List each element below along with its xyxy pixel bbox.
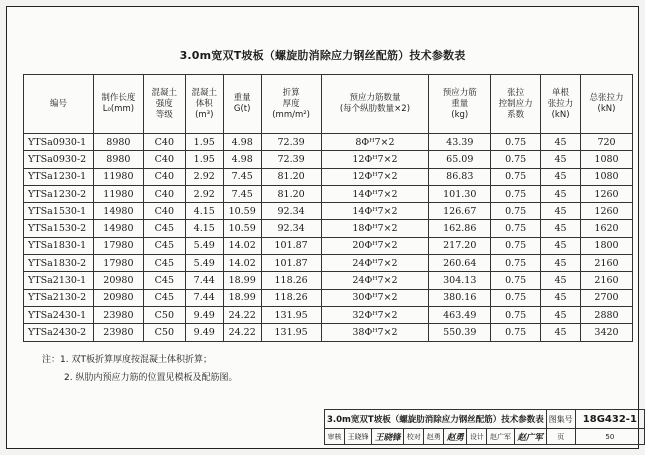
cell-wt: 10.59 bbox=[223, 203, 261, 220]
cell-single: 45 bbox=[541, 203, 581, 220]
cell-grade: C45 bbox=[143, 272, 185, 289]
cell-len: 23980 bbox=[93, 324, 143, 341]
cell-coef: 0.75 bbox=[491, 220, 541, 237]
cell-coef: 0.75 bbox=[491, 255, 541, 272]
cell-grade: C45 bbox=[143, 237, 185, 254]
cell-tendon: 24Φᴴ7×2 bbox=[321, 255, 429, 272]
cell-grade: C40 bbox=[143, 134, 185, 151]
column-header: 张拉 控制应力 系数 bbox=[491, 75, 541, 134]
cell-coef: 0.75 bbox=[491, 134, 541, 151]
cell-tw: 304.13 bbox=[429, 272, 491, 289]
cell-thk: 72.39 bbox=[261, 151, 321, 168]
cell-single: 45 bbox=[541, 324, 581, 341]
cell-tw: 101.30 bbox=[429, 185, 491, 202]
cell-total: 2700 bbox=[581, 289, 633, 306]
cell-coef: 0.75 bbox=[491, 324, 541, 341]
cell-vol: 9.49 bbox=[185, 306, 223, 323]
cell-thk: 101.87 bbox=[261, 255, 321, 272]
atlas-number: 18G432-1 bbox=[575, 410, 644, 429]
cell-tw: 43.39 bbox=[429, 134, 491, 151]
cell-tendon: 30Φᴴ7×2 bbox=[321, 289, 429, 306]
cell-thk: 92.34 bbox=[261, 220, 321, 237]
cell-len: 11980 bbox=[93, 185, 143, 202]
cell-wt: 18.99 bbox=[223, 289, 261, 306]
column-header: 制作长度 L₀(mm) bbox=[93, 75, 143, 134]
column-header: 编号 bbox=[24, 75, 94, 134]
cell-total: 2880 bbox=[581, 306, 633, 323]
cell-total: 1260 bbox=[581, 185, 633, 202]
cell-thk: 81.20 bbox=[261, 185, 321, 202]
table-row bbox=[24, 289, 633, 306]
cell-grade: C40 bbox=[143, 185, 185, 202]
cell-tendon: 14Φᴴ7×2 bbox=[321, 203, 429, 220]
cell-tw: 380.16 bbox=[429, 289, 491, 306]
cell-tendon: 8Φᴴ7×2 bbox=[321, 134, 429, 151]
column-header: 单根 张拉力 (kN) bbox=[541, 75, 581, 134]
cell-total: 1620 bbox=[581, 220, 633, 237]
table-row bbox=[24, 168, 633, 185]
page-number: 50 bbox=[575, 429, 644, 445]
table-row bbox=[24, 134, 633, 151]
cell-tw: 65.09 bbox=[429, 151, 491, 168]
table-row bbox=[24, 185, 633, 202]
cell-vol: 7.44 bbox=[185, 272, 223, 289]
cell-total: 1800 bbox=[581, 237, 633, 254]
cell-tendon: 18Φᴴ7×2 bbox=[321, 220, 429, 237]
cell-len: 8980 bbox=[93, 134, 143, 151]
column-header: 总张拉力 (kN) bbox=[581, 75, 633, 134]
cell-tw: 463.49 bbox=[429, 306, 491, 323]
cell-tendon: 24Φᴴ7×2 bbox=[321, 272, 429, 289]
cell-coef: 0.75 bbox=[491, 203, 541, 220]
cell-id: YTSa1830-1 bbox=[24, 237, 94, 254]
column-header: 预应力筋数量 (每个纵肋数量×2) bbox=[321, 75, 429, 134]
cell-coef: 0.75 bbox=[491, 168, 541, 185]
cell-wt: 7.45 bbox=[223, 185, 261, 202]
cell-id: YTSa1530-2 bbox=[24, 220, 94, 237]
page-label: 页 bbox=[546, 429, 575, 445]
cell-tw: 260.64 bbox=[429, 255, 491, 272]
table-row bbox=[24, 306, 633, 323]
cell-wt: 4.98 bbox=[223, 151, 261, 168]
table-row bbox=[24, 237, 633, 254]
cell-wt: 14.02 bbox=[223, 255, 261, 272]
cell-tendon: 12Φᴴ7×2 bbox=[321, 168, 429, 185]
cell-id: YTSa2130-1 bbox=[24, 272, 94, 289]
cell-wt: 24.22 bbox=[223, 324, 261, 341]
cell-single: 45 bbox=[541, 237, 581, 254]
cell-single: 45 bbox=[541, 306, 581, 323]
cell-single: 45 bbox=[541, 272, 581, 289]
table-row bbox=[24, 203, 633, 220]
cell-coef: 0.75 bbox=[491, 306, 541, 323]
cell-wt: 4.98 bbox=[223, 134, 261, 151]
cell-grade: C45 bbox=[143, 289, 185, 306]
cell-total: 1260 bbox=[581, 203, 633, 220]
checker-signature: 赵勇 bbox=[444, 429, 467, 445]
cell-coef: 0.75 bbox=[491, 185, 541, 202]
cell-thk: 118.26 bbox=[261, 289, 321, 306]
table-header-row bbox=[24, 75, 633, 134]
cell-wt: 14.02 bbox=[223, 237, 261, 254]
cell-id: YTSa2130-2 bbox=[24, 289, 94, 306]
cell-tw: 126.67 bbox=[429, 203, 491, 220]
cell-grade: C45 bbox=[143, 255, 185, 272]
cell-vol: 1.95 bbox=[185, 151, 223, 168]
table-body bbox=[24, 134, 633, 342]
cell-coef: 0.75 bbox=[491, 289, 541, 306]
cell-wt: 18.99 bbox=[223, 272, 261, 289]
cell-id: YTSa2430-2 bbox=[24, 324, 94, 341]
title-block-title: 3.0m宽双T坡板（螺旋肋消除应力钢丝配筋）技术参数表 bbox=[325, 410, 547, 429]
cell-thk: 72.39 bbox=[261, 134, 321, 151]
cell-single: 45 bbox=[541, 289, 581, 306]
cell-vol: 5.49 bbox=[185, 237, 223, 254]
cell-vol: 5.49 bbox=[185, 255, 223, 272]
checker-name: 赵勇 bbox=[424, 429, 444, 445]
column-header: 预应力筋 重量 (kg) bbox=[429, 75, 491, 134]
cell-id: YTSa2430-1 bbox=[24, 306, 94, 323]
cell-thk: 92.34 bbox=[261, 203, 321, 220]
table-row bbox=[24, 255, 633, 272]
parameter-table bbox=[23, 74, 633, 342]
table-row bbox=[24, 220, 633, 237]
cell-single: 45 bbox=[541, 185, 581, 202]
cell-tendon: 20Φᴴ7×2 bbox=[321, 237, 429, 254]
cell-vol: 1.95 bbox=[185, 134, 223, 151]
cell-single: 45 bbox=[541, 168, 581, 185]
cell-len: 23980 bbox=[93, 306, 143, 323]
cell-thk: 118.26 bbox=[261, 272, 321, 289]
cell-grade: C40 bbox=[143, 203, 185, 220]
cell-wt: 24.22 bbox=[223, 306, 261, 323]
cell-tw: 86.83 bbox=[429, 168, 491, 185]
cell-thk: 101.87 bbox=[261, 237, 321, 254]
cell-len: 11980 bbox=[93, 168, 143, 185]
cell-coef: 0.75 bbox=[491, 237, 541, 254]
cell-single: 45 bbox=[541, 134, 581, 151]
note-2: 2. 纵肋内预应力筋的位置见模板及配筋图。 bbox=[64, 373, 238, 383]
cell-single: 45 bbox=[541, 151, 581, 168]
cell-len: 14980 bbox=[93, 220, 143, 237]
cell-grade: C40 bbox=[143, 168, 185, 185]
cell-vol: 4.15 bbox=[185, 203, 223, 220]
cell-len: 14980 bbox=[93, 203, 143, 220]
cell-wt: 10.59 bbox=[223, 220, 261, 237]
cell-grade: C50 bbox=[143, 324, 185, 341]
cell-grade: C50 bbox=[143, 306, 185, 323]
cell-grade: C45 bbox=[143, 220, 185, 237]
cell-len: 17980 bbox=[93, 255, 143, 272]
cell-vol: 2.92 bbox=[185, 185, 223, 202]
cell-vol: 7.44 bbox=[185, 289, 223, 306]
cell-tw: 217.20 bbox=[429, 237, 491, 254]
cell-len: 8980 bbox=[93, 151, 143, 168]
cell-id: YTSa1530-1 bbox=[24, 203, 94, 220]
table-row bbox=[24, 272, 633, 289]
cell-thk: 81.20 bbox=[261, 168, 321, 185]
cell-id: YTSa0930-2 bbox=[24, 151, 94, 168]
cell-coef: 0.75 bbox=[491, 151, 541, 168]
cell-vol: 9.49 bbox=[185, 324, 223, 341]
check-label: 校对 bbox=[404, 429, 424, 445]
design-label: 设计 bbox=[467, 429, 487, 445]
cell-wt: 7.45 bbox=[223, 168, 261, 185]
column-header: 混凝土 体积 (m³) bbox=[185, 75, 223, 134]
cell-single: 45 bbox=[541, 220, 581, 237]
cell-thk: 131.95 bbox=[261, 324, 321, 341]
cell-id: YTSa1230-1 bbox=[24, 168, 94, 185]
table-row bbox=[24, 151, 633, 168]
cell-tendon: 38Φᴴ7×2 bbox=[321, 324, 429, 341]
cell-grade: C40 bbox=[143, 151, 185, 168]
reviewer-signature: 王晓锋 bbox=[372, 429, 404, 445]
column-header: 重量 G(t) bbox=[223, 75, 261, 134]
cell-tendon: 14Φᴴ7×2 bbox=[321, 185, 429, 202]
cell-vol: 2.92 bbox=[185, 168, 223, 185]
designer-name: 赵广军 bbox=[487, 429, 514, 445]
cell-total: 2160 bbox=[581, 272, 633, 289]
cell-id: YTSa1230-2 bbox=[24, 185, 94, 202]
atlas-label: 图集号 bbox=[546, 410, 575, 429]
cell-tw: 550.39 bbox=[429, 324, 491, 341]
cell-coef: 0.75 bbox=[491, 272, 541, 289]
cell-total: 720 bbox=[581, 134, 633, 151]
cell-id: YTSa0930-1 bbox=[24, 134, 94, 151]
cell-len: 17980 bbox=[93, 237, 143, 254]
cell-total: 2160 bbox=[581, 255, 633, 272]
table-title: 3.0m宽双T坡板（螺旋肋消除应力钢丝配筋）技术参数表 bbox=[179, 49, 466, 62]
cell-total: 1080 bbox=[581, 151, 633, 168]
cell-id: YTSa1830-2 bbox=[24, 255, 94, 272]
cell-total: 3420 bbox=[581, 324, 633, 341]
cell-len: 20980 bbox=[93, 272, 143, 289]
cell-thk: 131.95 bbox=[261, 306, 321, 323]
cell-single: 45 bbox=[541, 255, 581, 272]
notes bbox=[42, 351, 237, 387]
note-1: 注：1. 双T板折算厚度按混凝土体积折算； bbox=[42, 355, 212, 365]
review-label: 审核 bbox=[325, 429, 345, 445]
cell-total: 1080 bbox=[581, 168, 633, 185]
cell-tendon: 12Φᴴ7×2 bbox=[321, 151, 429, 168]
column-header: 混凝土 强度 等级 bbox=[143, 75, 185, 134]
table-row bbox=[24, 324, 633, 341]
designer-signature: 赵广军 bbox=[514, 429, 546, 445]
cell-tw: 162.86 bbox=[429, 220, 491, 237]
cell-tendon: 32Φᴴ7×2 bbox=[321, 306, 429, 323]
title-block bbox=[324, 409, 645, 445]
cell-vol: 4.15 bbox=[185, 220, 223, 237]
cell-len: 20980 bbox=[93, 289, 143, 306]
reviewer-name: 王晓锋 bbox=[344, 429, 371, 445]
column-header: 折算 厚度 (mm/m²) bbox=[261, 75, 321, 134]
